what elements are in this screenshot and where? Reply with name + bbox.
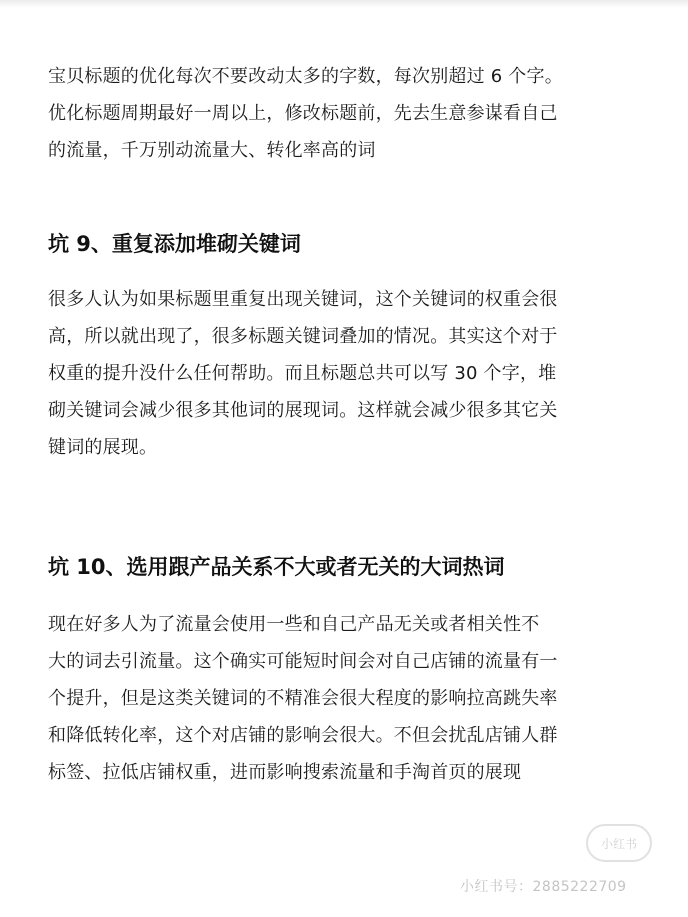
watermark-logo [586,824,652,862]
text-line: 和降低转化率，这个对店铺的影响会很大。不但会扰乱店铺人群 [48,725,558,746]
watermark-id-text: 小红书号：2885222709 [460,879,627,895]
section-heading-9: 坑 9、重复添加堆砌关键词 [48,232,301,256]
text-line: 砌关键词会减少很多其他词的展现词。这样就会减少很多其它关 [48,400,558,421]
text-line: 现在好多人为了流量会使用一些和自己产品无关或者相关性不 [48,614,540,635]
article-body [48,58,638,791]
text-line: 键词的展现。 [48,437,158,458]
section-heading-10: 坑 10、选用跟产品关系不大或者无关的大词热词 [48,555,505,579]
text-line: 优化标题周期最好一周以上，修改标题前，先去生意参谋看自己 [48,103,558,124]
text-line: 的流量，千万别动流量大、转化率高的词 [48,140,376,161]
intro-paragraph [48,58,638,169]
text-line: 宝贝标题的优化每次不要改动太多的字数，每次别超过 6 个字。 [48,66,563,87]
top-edge-strip [0,0,688,8]
text-line: 标签、拉低店铺权重，进而影响搜索流量和手淘首页的展现 [48,762,522,783]
text-line: 权重的提升没什么任何帮助。而且标题总共可以写 30 个字，堆 [48,363,557,384]
text-line: 大的词去引流量。这个确实可能短时间会对自己店铺的流量有一 [48,651,558,672]
text-line: 很多人认为如果标题里重复出现关键词，这个关键词的权重会很 [48,289,558,310]
text-line: 个提升，但是这类关键词的不精准会很大程度的影响拉高跳失率 [48,688,558,709]
section-10-paragraph [48,606,638,791]
watermark-logo-text: 小红书 [600,836,637,851]
text-line: 高，所以就出现了，很多标题关键词叠加的情况。其实这个对于 [48,326,558,347]
section-9-paragraph [48,281,638,466]
